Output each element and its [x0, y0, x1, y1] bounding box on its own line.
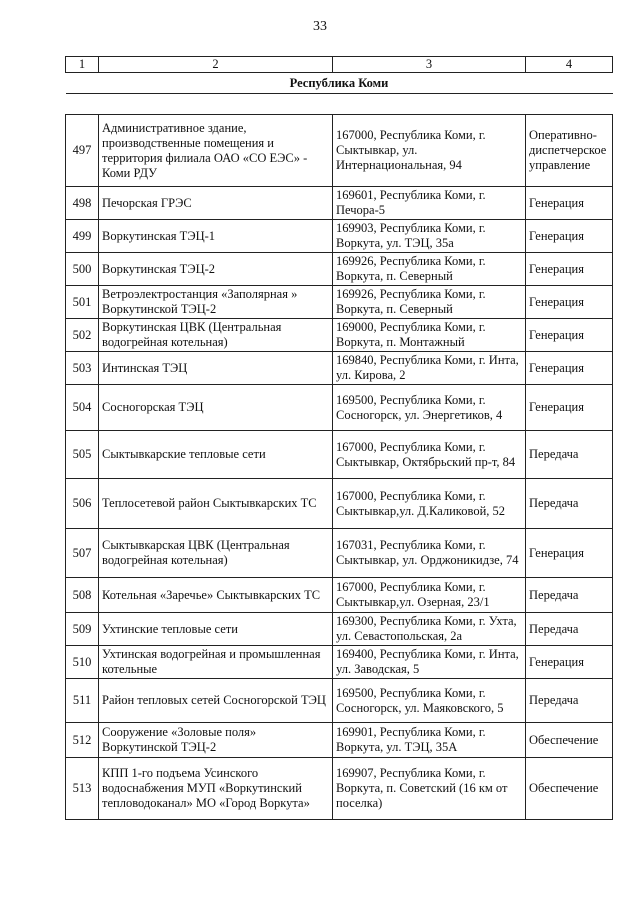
- table-row: [66, 529, 613, 578]
- object-name: КПП 1-го подъема Усинского водоснабжения МУП «Воркутинский тепловодоканал» МО «Город Воркута»: [99, 758, 333, 820]
- spacer-row: [66, 94, 613, 115]
- row-number: 508: [66, 578, 99, 613]
- object-address: 169903, Республика Коми, г. Воркута, ул. ТЭЦ, 35а: [333, 220, 526, 253]
- row-number: 505: [66, 431, 99, 479]
- object-name: Печорская ГРЭС: [99, 187, 333, 220]
- object-address: 169000, Республика Коми, г. Воркута, п. Монтажный: [333, 319, 526, 352]
- object-name: Административное здание, производственные помещения и территория филиала ОАО «СО ЕЭС» - Коми РДУ: [99, 115, 333, 187]
- region-heading: Республика Коми: [66, 73, 613, 94]
- table-row: [66, 187, 613, 220]
- object-function: Генерация: [526, 529, 613, 578]
- object-address: 167000, Республика Коми, г. Сыктывкар,ул. Озерная, 23/1: [333, 578, 526, 613]
- table-row: [66, 679, 613, 723]
- object-address: 169901, Республика Коми, г. Воркута, ул. ТЭЦ, 35А: [333, 723, 526, 758]
- object-name: Котельная «Заречье» Сыктывкарских ТС: [99, 578, 333, 613]
- page-number: 33: [313, 19, 327, 34]
- column-header-2: 2: [99, 57, 333, 73]
- object-address: 169400, Республика Коми, г. Инта, ул. Заводская, 5: [333, 646, 526, 679]
- object-function: Генерация: [526, 385, 613, 431]
- table-row: [66, 723, 613, 758]
- object-function: Передача: [526, 578, 613, 613]
- object-name: Теплосетевой район Сыктывкарских ТС: [99, 479, 333, 529]
- object-function: Передача: [526, 479, 613, 529]
- object-function: Передача: [526, 431, 613, 479]
- row-number: 504: [66, 385, 99, 431]
- table-row: [66, 758, 613, 820]
- object-address: 167000, Республика Коми, г. Сыктывкар,ул. Д.Каликовой, 52: [333, 479, 526, 529]
- column-header-3: 3: [333, 57, 526, 73]
- table-row: [66, 220, 613, 253]
- object-address: 169300, Республика Коми, г. Ухта, ул. Севастопольская, 2а: [333, 613, 526, 646]
- table-row: [66, 319, 613, 352]
- table-row: [66, 253, 613, 286]
- object-function: Генерация: [526, 286, 613, 319]
- object-name: Ветроэлектростанция «Заполярная » Воркутинской ТЭЦ-2: [99, 286, 333, 319]
- table-row: [66, 385, 613, 431]
- object-name: Воркутинская ТЭЦ-1: [99, 220, 333, 253]
- row-number: 503: [66, 352, 99, 385]
- object-name: Ухтинская водогрейная и промышленная котельные: [99, 646, 333, 679]
- row-number: 502: [66, 319, 99, 352]
- row-number: 498: [66, 187, 99, 220]
- row-number: 512: [66, 723, 99, 758]
- object-address: 169500, Республика Коми, г. Сосногорск, ул. Маяковского, 5: [333, 679, 526, 723]
- object-address: 167000, Республика Коми, г. Сыктывкар, ул. Интернациональная, 94: [333, 115, 526, 187]
- table-row: [66, 431, 613, 479]
- row-number: 511: [66, 679, 99, 723]
- object-function: Генерация: [526, 319, 613, 352]
- object-function: Обеспечение: [526, 758, 613, 820]
- object-name: Сыктывкарские тепловые сети: [99, 431, 333, 479]
- row-number: 506: [66, 479, 99, 529]
- table-row: [66, 115, 613, 187]
- object-address: 169907, Республика Коми, г. Воркута, п. Советский (16 км от поселка): [333, 758, 526, 820]
- row-number: 497: [66, 115, 99, 187]
- column-header-4: 4: [526, 57, 613, 73]
- object-address: 169500, Республика Коми, г. Сосногорск, ул. Энергетиков, 4: [333, 385, 526, 431]
- object-function: Оперативно-диспетчерское управление: [526, 115, 613, 187]
- object-address: 169926, Республика Коми, г. Воркута, п. Северный: [333, 253, 526, 286]
- region-heading-row: [66, 73, 613, 94]
- object-function: Генерация: [526, 253, 613, 286]
- object-function: Передача: [526, 613, 613, 646]
- object-function: Обеспечение: [526, 723, 613, 758]
- objects-table-container: [65, 56, 612, 820]
- column-number-row: [66, 57, 613, 73]
- object-name: Сосногорская ТЭЦ: [99, 385, 333, 431]
- row-number: 507: [66, 529, 99, 578]
- column-header-1: 1: [66, 57, 99, 73]
- object-function: Генерация: [526, 220, 613, 253]
- row-number: 499: [66, 220, 99, 253]
- object-address: 169840, Республика Коми, г. Инта, ул. Кирова, 2: [333, 352, 526, 385]
- objects-table: [65, 56, 613, 820]
- row-number: 509: [66, 613, 99, 646]
- object-name: Район тепловых сетей Сосногорской ТЭЦ: [99, 679, 333, 723]
- object-name: Интинская ТЭЦ: [99, 352, 333, 385]
- object-address: 167031, Республика Коми, г. Сыктывкар, ул. Орджоникидзе, 74: [333, 529, 526, 578]
- table-row: [66, 646, 613, 679]
- object-function: Генерация: [526, 187, 613, 220]
- object-address: 169601, Республика Коми, г. Печора-5: [333, 187, 526, 220]
- table-row: [66, 479, 613, 529]
- row-number: 513: [66, 758, 99, 820]
- row-number: 500: [66, 253, 99, 286]
- object-function: Генерация: [526, 646, 613, 679]
- table-row: [66, 286, 613, 319]
- table-row: [66, 578, 613, 613]
- object-name: Сыктывкарская ЦВК (Центральная водогрейная котельная): [99, 529, 333, 578]
- spacer-cell: [66, 94, 613, 115]
- table-row: [66, 613, 613, 646]
- object-name: Воркутинская ЦВК (Центральная водогрейная котельная): [99, 319, 333, 352]
- row-number: 510: [66, 646, 99, 679]
- object-name: Ухтинские тепловые сети: [99, 613, 333, 646]
- table-row: [66, 352, 613, 385]
- object-name: Сооружение «Золовые поля» Воркутинской ТЭЦ-2: [99, 723, 333, 758]
- row-number: 501: [66, 286, 99, 319]
- object-address: 167000, Республика Коми, г. Сыктывкар, Октябрьский пр-т, 84: [333, 431, 526, 479]
- object-address: 169926, Республика Коми, г. Воркута, п. Северный: [333, 286, 526, 319]
- object-function: Генерация: [526, 352, 613, 385]
- object-function: Передача: [526, 679, 613, 723]
- object-name: Воркутинская ТЭЦ-2: [99, 253, 333, 286]
